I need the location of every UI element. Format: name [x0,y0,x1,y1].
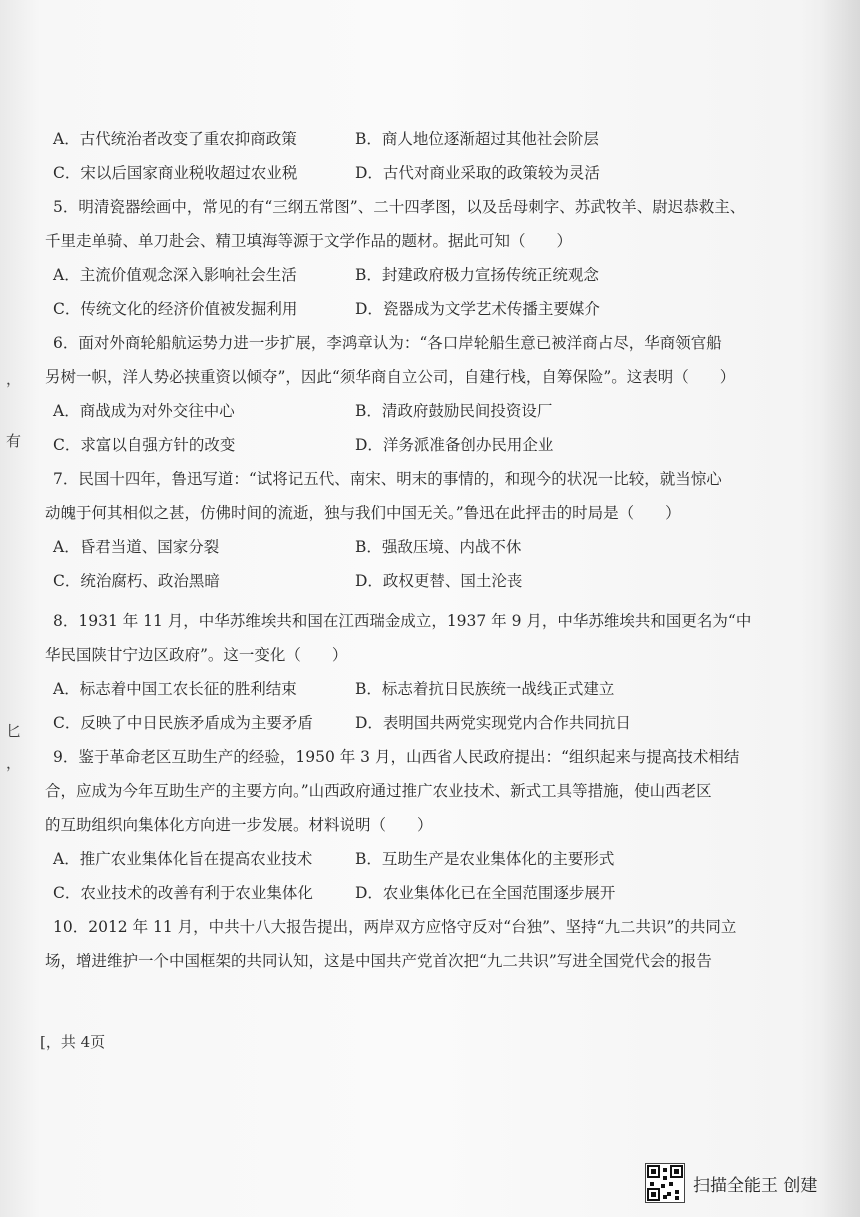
q7-option-c: C．统治腐朽、政治黑暗 [53,572,220,590]
q9-options-row1 [45,842,835,876]
margin-mark: 有 [6,432,22,450]
q7-option-a: A．昏君当道、国家分裂 [53,538,220,556]
q4-option-a: A．古代统治者改变了重农抑商政策 [53,130,297,148]
q5-option-a: A．主流价值观念深入影响社会生活 [53,266,297,284]
q8-option-a: A．标志着中国工农长征的胜利结束 [53,680,297,698]
q9-option-d: D．农业集体化已在全国范围逐步展开 [355,884,616,902]
q4-option-d: D．古代对商业采取的政策较为灵活 [355,164,600,182]
q9-stem-line1: 9．鉴于革命老区互助生产的经验，1950 年 3 月，山西省人民政府提出：“组织起来与提高技术相结 [53,748,740,766]
q8-options-row1 [45,672,835,706]
question-list [45,122,835,978]
q4-options-row2 [45,156,835,190]
q6-stem-line1: 6．面对外商轮船航运势力进一步扩展，李鸿章认为：“各口岸轮船生意已被洋商占尽，华商领官船 [53,334,722,352]
margin-mark: ， [6,754,22,772]
q7-stem-line1: 7．民国十四年，鲁迅写道：“试将记五代、南宋、明末的事情的，和现今的状况一比较，就当惊心 [53,470,722,488]
q7-options-row2 [45,564,835,598]
q6-option-a: A．商战成为对外交往中心 [53,402,235,420]
q8-option-c: C．反映了中日民族矛盾成为主要矛盾 [53,714,313,732]
q5-options-row1 [45,258,835,292]
q5-option-c: C．传统文化的经济价值被发掘利用 [53,300,298,318]
q9-stem-line2: 合，应成为今年互助生产的主要方向。”山西政府通过推广农业技术、新式工具等措施，使山西老区 [45,782,712,800]
margin-mark: 匕 [6,722,22,740]
q8-stem-line1: 8．1931 年 11 月，中华苏维埃共和国在江西瑞金成立，1937 年 9 月，中华苏维埃共和国更名为“中 [53,612,752,630]
scanner-watermark [645,1163,817,1203]
q8-options-row2 [45,706,835,740]
q5-stem-line2: 千里走单骑、单刀赴会、精卫填海等源于文学作品的题材。据此可知（ ） [45,232,573,250]
q9-option-b: B．互助生产是农业集体化的主要形式 [355,850,615,868]
q5-stem-line1: 5．明清瓷器绘画中，常见的有“三纲五常图”、二十四孝图，以及岳母刺字、苏武牧羊、尉迟恭救主、 [53,198,746,216]
q6-options-row1 [45,394,835,428]
q7-option-b: B．强敌压境、内战不休 [355,538,522,556]
q6-option-d: D．洋务派准备创办民用企业 [355,436,554,454]
q4-option-b: B．商人地位逐渐超过其他社会阶层 [355,130,599,148]
q5-option-b: B．封建政府极力宣扬传统正统观念 [355,266,599,284]
q9-option-c: C．农业技术的改善有利于农业集体化 [53,884,313,902]
q10-stem-line2: 场，增进维护一个中国框架的共同认知，这是中国共产党首次把“九二共识”写进全国党代会的报告 [45,952,712,970]
page-footer: [，共 4页 [40,1033,106,1051]
q6-options-row2 [45,428,835,462]
q8-stem-line2: 华民国陕甘宁边区政府”。这一变化（ ） [45,646,348,664]
q9-option-a: A．推广农业集体化旨在提高农业技术 [53,850,313,868]
q6-stem-line2: 另树一帜，洋人势必挟重资以倾夺”，因此“须华商自立公司，自建行栈，自筹保险”。这表明（ ） [45,368,736,386]
q9-options-row2 [45,876,835,910]
q8-option-d: D．表明国共两党实现党内合作共同抗日 [355,714,631,732]
q4-options-row1 [45,122,835,156]
q7-option-d: D．政权更替、国土沦丧 [355,572,523,590]
q7-stem-line2: 动魄于何其相似之甚，仿佛时间的流逝，独与我们中国无关。”鲁迅在此抨击的时局是（ ） [45,504,681,522]
q5-options-row2 [45,292,835,326]
qr-code-icon [645,1163,685,1203]
q7-options-row1 [45,530,835,564]
q8-option-b: B．标志着抗日民族统一战线正式建立 [355,680,615,698]
margin-mark: ， [6,370,22,388]
q4-option-c: C．宋以后国家商业税收超过农业税 [53,164,298,182]
scanner-label: 扫描全能王 创建 [693,1175,818,1196]
q9-stem-line3: 的互助组织向集体化方向进一步发展。材料说明（ ） [45,816,433,834]
q6-option-c: C．求富以自强方针的改变 [53,436,236,454]
q5-option-d: D．瓷器成为文学艺术传播主要媒介 [355,300,600,318]
q6-option-b: B．清政府鼓励民间投资设厂 [355,402,553,420]
q10-stem-line1: 10．2012 年 11 月，中共十八大报告提出，两岸双方应恪守反对“台独”、坚持“九二共识”的共同立 [53,918,737,936]
